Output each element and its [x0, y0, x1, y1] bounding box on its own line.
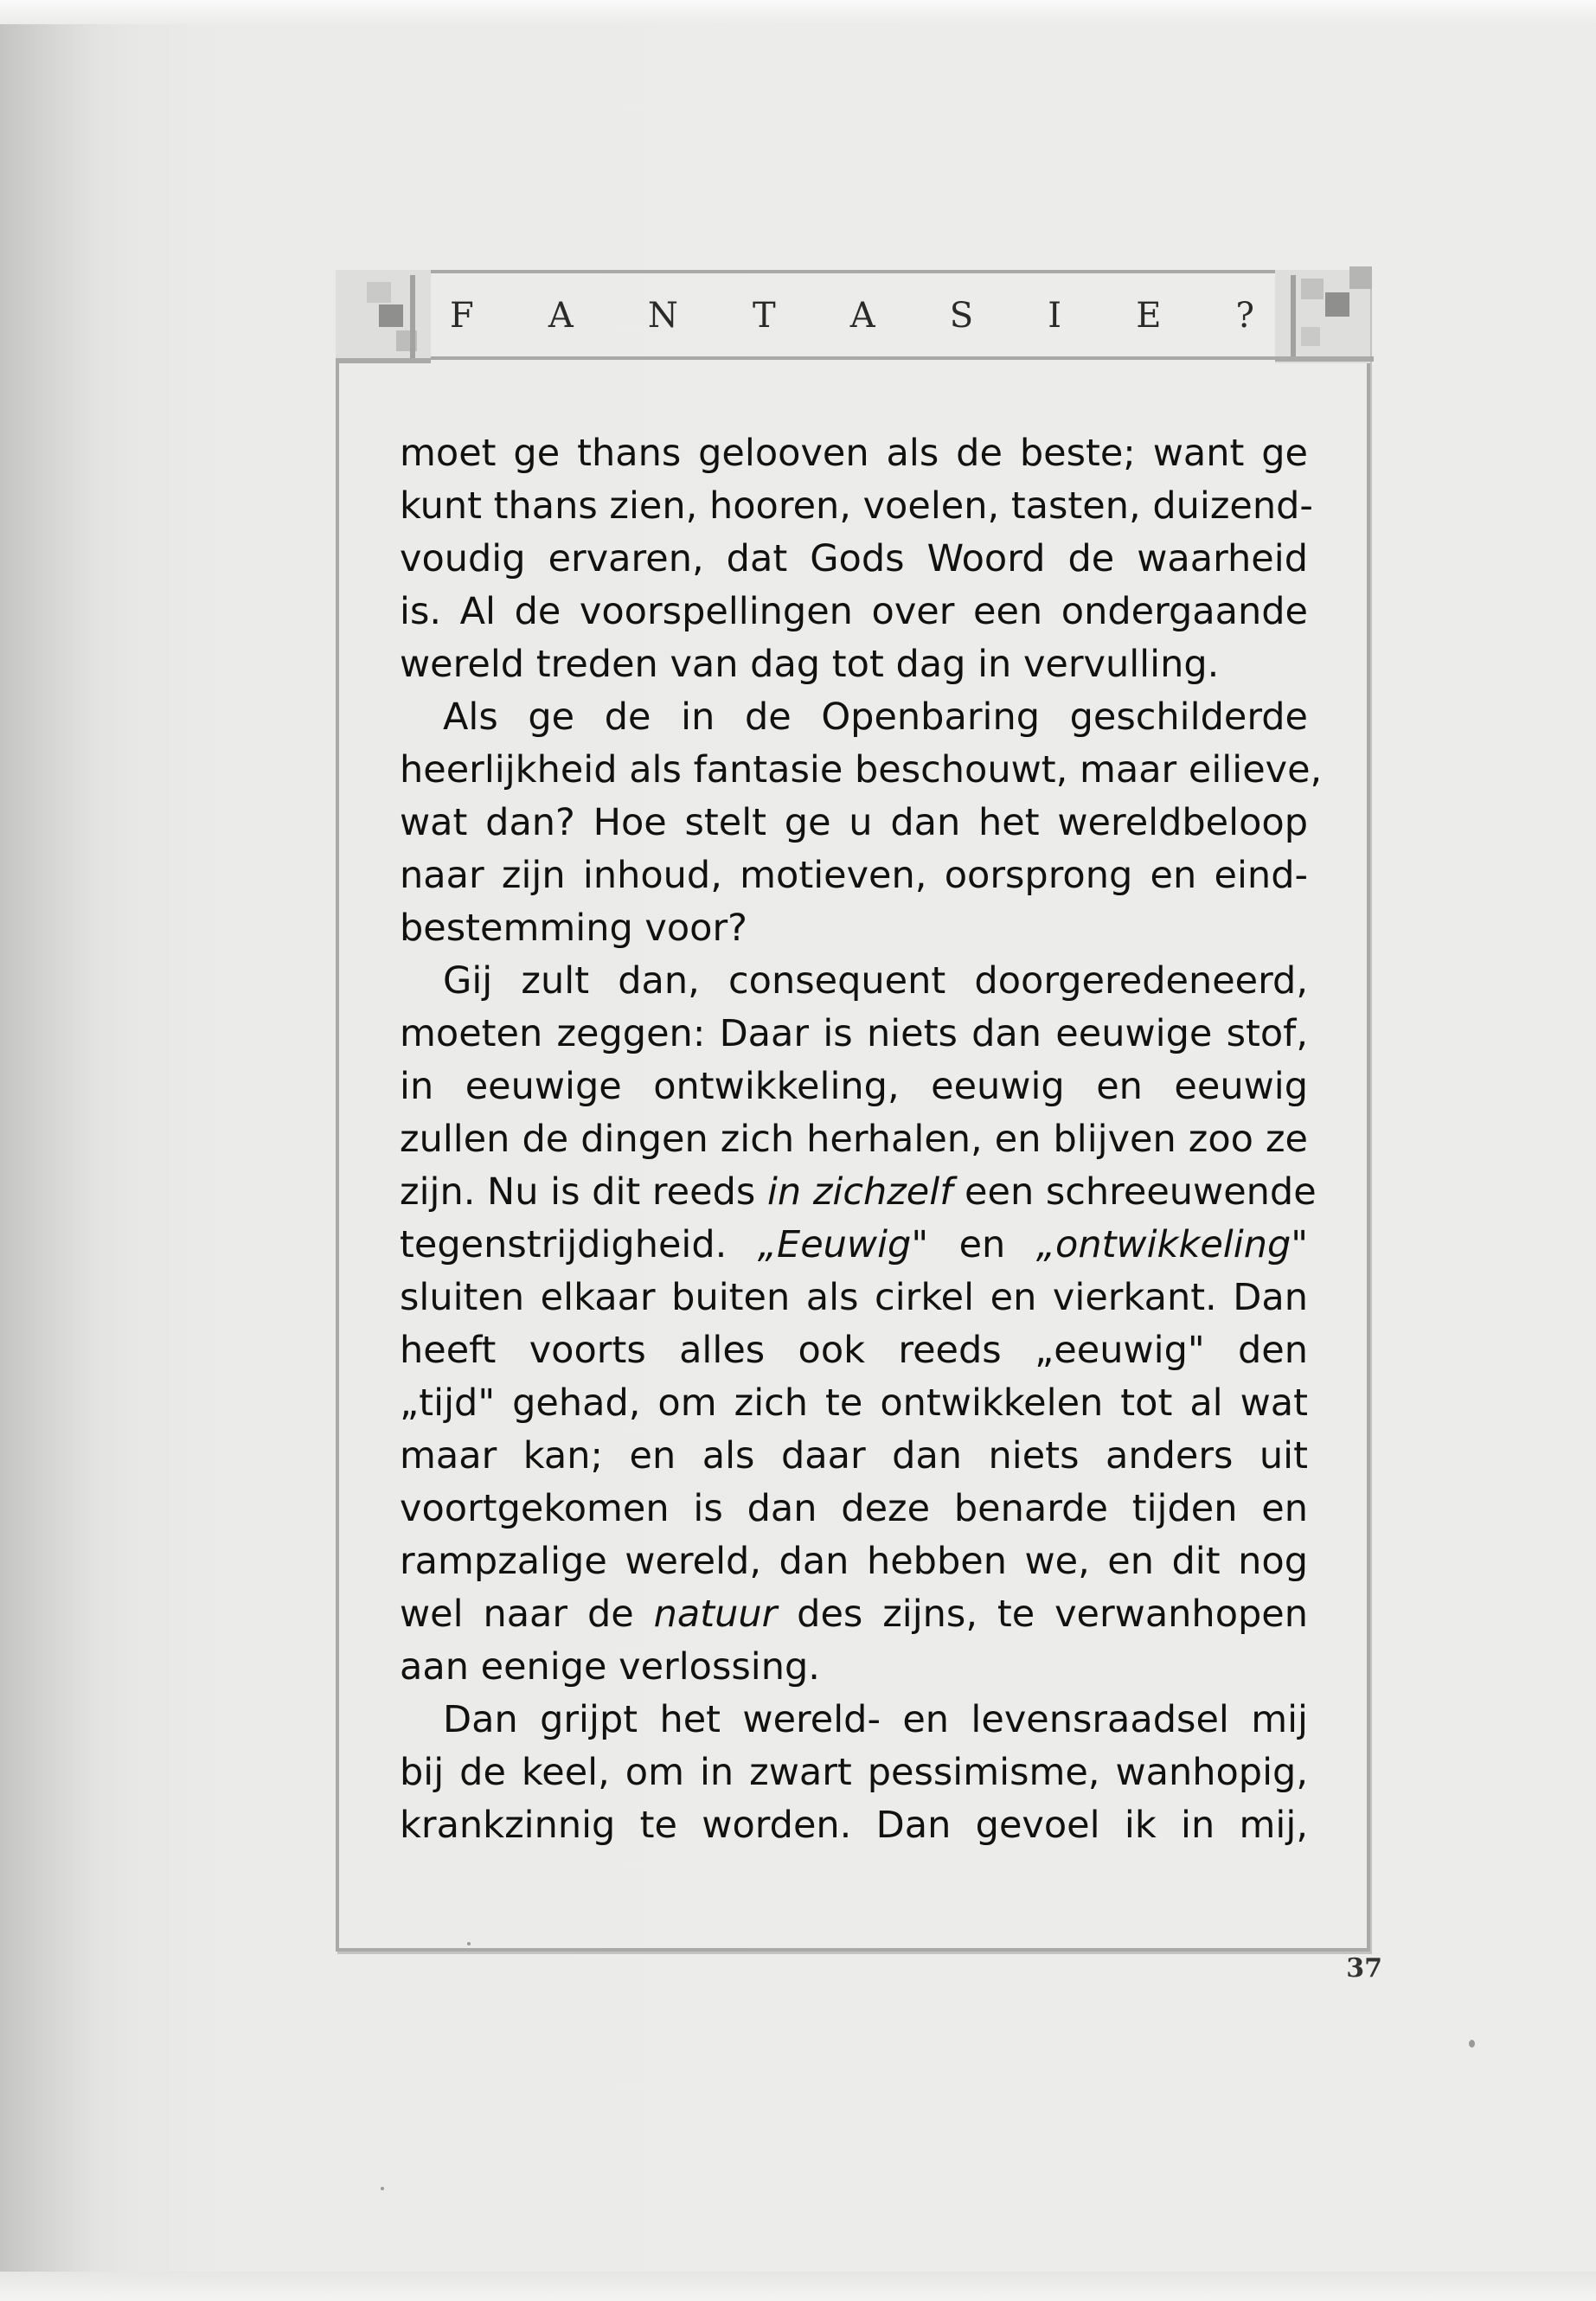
- paper-speck: [1469, 2040, 1475, 2048]
- text-line: naar zijn inhoud, motieven, oorsprong en eind-: [400, 854, 1308, 897]
- text-line: voudig ervaren, dat Gods Woord de waarheid: [400, 537, 1308, 580]
- left-corner-ornament: [336, 270, 431, 363]
- text-line: bij de keel, om in zwart pessimisme, wanhopig,: [400, 1751, 1308, 1794]
- text-line: bestemming voor?: [400, 907, 747, 950]
- text-line: heerlijkheid als fantasie beschouwt, maar eilieve,: [400, 748, 1323, 792]
- text-line: „tijd" gehad, om zich te ontwikkelen tot al wat: [400, 1381, 1308, 1425]
- text-line: Dan grijpt het wereld- en levensraadsel mij: [443, 1698, 1308, 1741]
- page-number: 37: [1346, 1953, 1382, 1984]
- title-letter: N: [647, 296, 678, 336]
- title-letter: E: [1136, 296, 1162, 336]
- paragraph: [400, 1694, 1308, 1852]
- text-line: moet ge thans gelooven als de beste; want ge: [400, 432, 1308, 475]
- italic-phrase: natuur: [653, 1593, 778, 1636]
- text-segment: tegenstrijdigheid.: [400, 1223, 727, 1266]
- book-spine-shadow: [0, 0, 130, 2301]
- text-segment: een schreeuwende: [965, 1170, 1317, 1214]
- running-header-title: [450, 285, 1254, 346]
- paragraph: [400, 427, 1313, 691]
- text-line: wereld treden van dag tot dag in vervulling.: [400, 643, 1220, 686]
- title-letter: A: [849, 296, 875, 336]
- paper-speck: [381, 2187, 384, 2190]
- text-line: aan eenige verlossing.: [400, 1645, 820, 1689]
- text-line: wat dan? Hoe stelt ge u dan het wereldbeloop: [400, 801, 1308, 844]
- text-line: voortgekomen is dan deze benarde tijden en: [400, 1487, 1308, 1530]
- text-line: krankzinnig te worden. Dan gevoel ik in mij,: [400, 1804, 1308, 1847]
- text-line: in eeuwige ontwikkeling, eeuwig en eeuwig: [400, 1065, 1308, 1108]
- paragraph: [400, 691, 1323, 955]
- italic-phrase: „ontwikkeling": [1035, 1223, 1309, 1266]
- text-segment: wel naar de: [400, 1593, 634, 1636]
- text-line: maar kan; en als daar dan niets anders uit: [400, 1434, 1308, 1477]
- text-line: Gij zult dan, consequent doorgeredeneerd,: [443, 959, 1308, 1003]
- paper-speck: [467, 1942, 471, 1945]
- body-text: [400, 427, 1323, 1852]
- text-line: Als ge de in de Openbaring geschilderde: [443, 695, 1308, 739]
- title-letter: ?: [1235, 296, 1254, 336]
- title-letter: I: [1048, 296, 1062, 336]
- italic-phrase: „Eeuwig": [757, 1223, 929, 1266]
- text-line: heeft voorts alles ook reeds „eeuwig" den: [400, 1329, 1308, 1372]
- title-letter: T: [752, 296, 776, 336]
- text-line: kunt thans zien, hooren, voelen, tasten, duizend-: [400, 484, 1313, 528]
- text-line: [400, 1588, 1308, 1641]
- text-line: rampzalige wereld, dan hebben we, en dit nog: [400, 1540, 1308, 1583]
- text-line: is. Al de voorspellingen over een ondergaande: [400, 590, 1308, 633]
- text-segment: zijn. Nu is dit reeds: [400, 1170, 756, 1214]
- page-bottom-edge: [0, 2272, 1596, 2301]
- text-line: moeten zeggen: Daar is niets dan eeuwige stof,: [400, 1012, 1308, 1055]
- text-line: [400, 1219, 1308, 1272]
- text-segment: en: [958, 1223, 1006, 1266]
- title-letter: S: [949, 296, 974, 336]
- right-corner-ornament: [1275, 266, 1374, 363]
- text-line: [400, 1166, 1317, 1219]
- paragraph: [400, 955, 1317, 1694]
- title-letter: A: [548, 296, 574, 336]
- title-letter: F: [450, 296, 474, 336]
- text-line: zullen de dingen zich herhalen, en blijven zoo ze: [400, 1118, 1308, 1161]
- page-top-edge: [0, 0, 1596, 24]
- text-line: sluiten elkaar buiten als cirkel en vierkant. Dan: [400, 1276, 1308, 1319]
- text-segment: des zijns, te verwanhopen: [797, 1593, 1308, 1636]
- italic-phrase: in zichzelf: [766, 1170, 953, 1214]
